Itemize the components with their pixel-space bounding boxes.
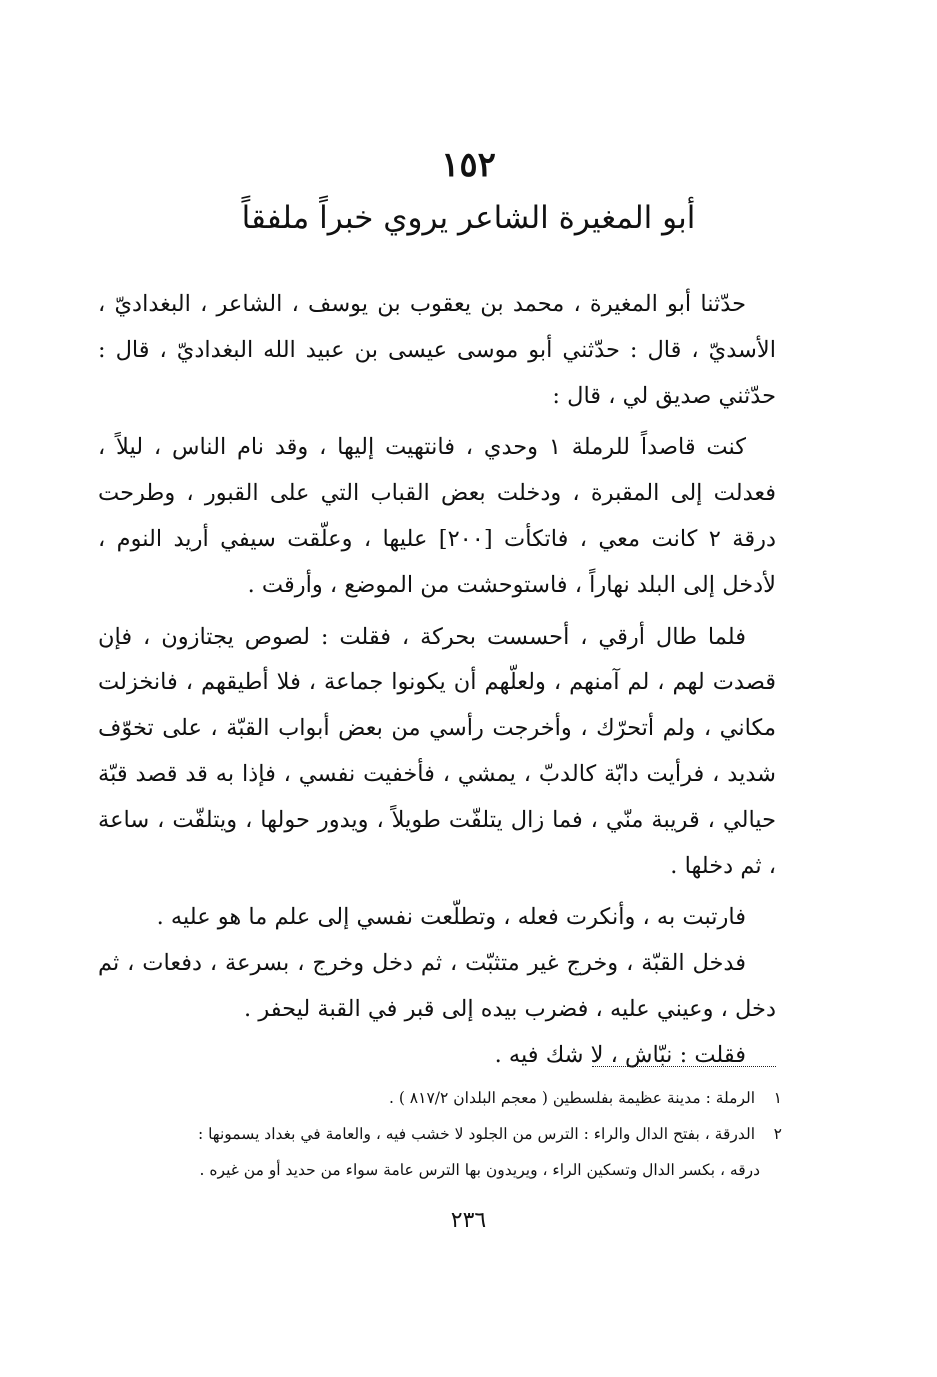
chapter-title: أبو المغيرة الشاعر يروي خبراً ملفقاً: [241, 200, 696, 236]
footnote-text: الدرقة ، بفتح الدال والراء : الترس من الجلود لا خشب فيه ، والعامة في بغداد يسمونها :: [197, 1125, 756, 1143]
footnote-text: الرملة : مدينة عظيمة بفلسطين ( معجم البلدان ٨١٧/٢ ) .: [388, 1089, 756, 1107]
paragraph-conclusion: فقلت : نبّاش ، لا شك فيه .: [494, 1041, 746, 1068]
paragraph-arrival: كنت قاصداً للرملة ١ وحدي ، فانتهيت إليها ، وقد نام الناس ، ليلاً ، فعدلت إلى المقبرة ، ودخلت بعض القباب التي على القبور ، وطرحت درقة ٢ كانت معي ، فاتكأت [٢٠٠] عليها ، وعلّقت سيفي أريد النوم ، لأدخل إلى البلد نهاراً ، فاستوحشت من الموضع ، وأرقت .: [98, 434, 776, 598]
footnote-2-continuation: درقه ، بكسر الدال وتسكين الراء ، ويريدون بها الترس عامة سواء من حديد أو من غيره .: [199, 1161, 760, 1179]
footnote-number: ٢: [773, 1125, 782, 1143]
page-number: ٢٣٦: [450, 1208, 487, 1233]
footnote-1: [110, 1080, 782, 1116]
chapter-number: ١٥٢: [441, 145, 496, 185]
footnotes: [110, 1080, 782, 1188]
footnote-divider: [592, 1066, 776, 1067]
paragraph-digging: فدخل القبّة ، وخرج غير متثبّت ، ثم دخل وخرج ، بسرعة ، دفعات ، ثم دخل ، وعيني عليه ، فضرب بيده إلى قبر في القبة ليحفر .: [98, 950, 776, 1022]
footnote-2: [110, 1116, 782, 1152]
paragraph-isnad: حدّثنا أبو المغيرة ، محمد بن يعقوب بن يوسف ، الشاعر ، البغداديّ ، الأسديّ ، قال : حدّثني أبو موسى عيسى بن عبيد الله البغداديّ ، قال : حدّثني صديق لي ، قال :: [98, 291, 776, 409]
body-text: [98, 282, 776, 1079]
paragraph-suspicion: فارتبت به ، وأنكرت فعله ، وتطلّعت نفسي إلى علم ما هو عليه .: [156, 904, 746, 931]
paragraph-movement: فلما طال أرقي ، أحسست بحركة ، فقلت : لصوص يجتازون ، فإن قصدت لهم ، لم آمنهم ، ولعلّهم أن يكونوا جماعة ، فلا أطيقهم ، فانخزلت مكاني ، ولم أتحرّك ، وأخرجت رأسي من بعض أبواب القبّة ، على تخوّف شديد ، فرأيت دابّة كالدبّ ، يمشي ، فأخفيت نفسي ، فإذا به قد قصد قبّة حيالي ، قريبة منّي ، فما زال يتلفّت طويلاً ، ويدور حولها ، ويتلفّت ، ساعة ، ثم دخلها .: [98, 623, 776, 879]
footnote-number: ١: [773, 1089, 782, 1107]
